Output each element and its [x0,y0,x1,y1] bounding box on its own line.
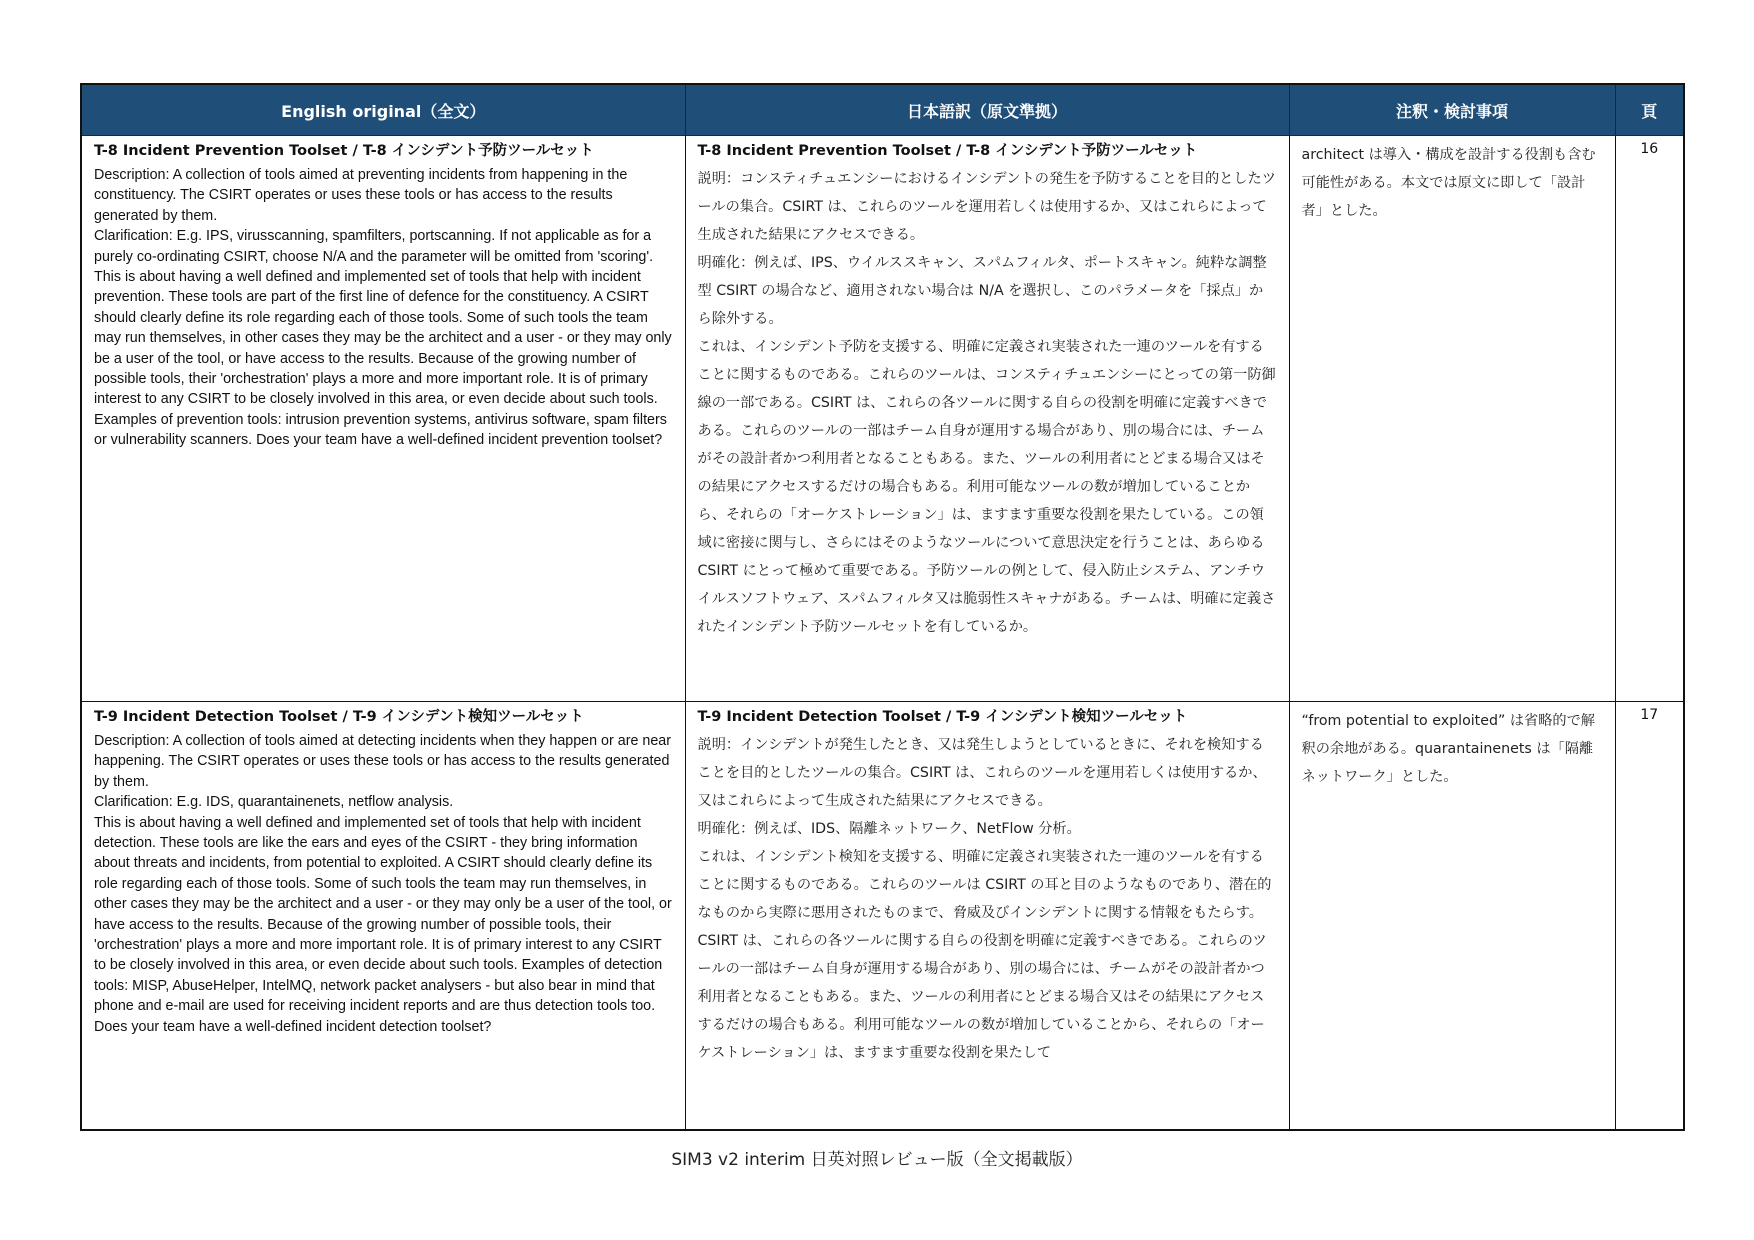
page-number: 16 [1615,136,1684,702]
note-text: architect は導入・構成を設計する役割も含む可能性がある。本文では原文に即して「設計者」とした。 [1301,147,1596,219]
table-header-row [81,84,1684,136]
japanese-description: 説明：コンスティチュエンシーにおけるインシデントの発生を予防することを目的としたツールの集合。CSIRT は、これらのツールを運用若しくは使用するか、又はこれらによって生成された結果にアクセスできる。 [697,171,1276,243]
english-cell [81,136,685,702]
bilingual-review-table [80,83,1685,1131]
english-item-title: T-8 Incident Prevention Toolset / T-8 インシデント予防ツールセット [94,143,594,159]
japanese-item-title: T-8 Incident Prevention Toolset / T-8 インシデント予防ツールセット [697,143,1198,159]
note-cell [1289,136,1615,702]
japanese-cell [685,702,1289,1131]
review-sheet [80,83,1683,1131]
english-clarification: Clarification: E.g. IDS, quarantainenets, netflow analysis. [94,794,454,811]
header-notes: 注釈・検討事項 [1289,84,1615,136]
japanese-clarification: 明確化：例えば、IDS、隔離ネットワーク、NetFlow 分析。 [697,821,1081,837]
japanese-clarification: 明確化：例えば、IPS、ウイルススキャン、スパムフィルタ、ポートスキャン。純粋な調整型 CSIRT の場合など、適用されない場合は N/A を選択し、このパラメータを「採点」から除外する。 [697,255,1267,327]
english-body: This is about having a well defined and implemented set of tools that help with incident prevention. These tools are part of the first line of defence for the constituency. A CSIRT should clearly define its role regarding each of those tools. Some of such tools the team may run themselves, in other cases they may be the architect and a user - or they may only be a user of the tool, or have access to the results. Because of the growing number of possible tools, their 'orchestration' plays a more and more important role. It is of primary interest to any CSIRT to be closely involved in this area, or even decide about such tools. Examples of prevention tools: intrusion prevention systems, antivirus software, spam filters or vulnerability scanners. Does your team have a well-defined incident prevention toolset? [94,269,672,449]
japanese-cell [685,136,1289,702]
header-page: 頁 [1615,84,1684,136]
english-body: This is about having a well defined and implemented set of tools that help with incident detection. These tools are like the ears and eyes of the CSIRT - they bring information about threats and incidents, from potential to exploited. A CSIRT should clearly define its role regarding each of those tools. Some of such tools the team may run themselves, in other cases they may be the architect and a user - or they may only be a user of the tool, or have access to the results. Because of the growing number of possible tools, their 'orchestration' plays a more and more important role. It is of primary interest to any CSIRT to be closely involved in this area, or even decide about such tools. Examples of detection tools: MISP, AbuseHelper, IntelMQ, network packet analysers - but also bear in mind that phone and e-mail are used for receiving incident reports and are thus detection tools too. Does your team have a well-defined incident detection toolset? [94,814,672,1035]
japanese-item-title: T-9 Incident Detection Toolset / T-9 インシデント検知ツールセット [697,709,1188,725]
header-japanese-translation: 日本語訳（原文準拠） [685,84,1289,136]
table-row [81,702,1684,1131]
header-english-original: English original（全文） [81,84,685,136]
english-clarification: Clarification: E.g. IPS, virusscanning, spamfilters, portscanning. If not applicable as for a purely co-ordinating CSIRT, choose N/A and the parameter will be omitted from 'scoring'. [94,228,654,265]
japanese-body: これは、インシデント予防を支援する、明確に定義され実装された一連のツールを有することに関するものである。これらのツールは、コンスティチュエンシーにとっての第一防御線の一部である。CSIRT は、これらの各ツールに関する自らの役割を明確に定義すべきである。これらのツールの一部はチーム自身が運用する場合があり、別の場合には、チームがその設計者かつ利用者となることもある。また、ツールの利用者にとどまる場合又はその結果にアクセスするだけの場合もある。利用可能なツールの数が増加していることから、それらの「オーケストレーション」は、ますます重要な役割を果たしている。この領域に密接に関与し、さらにはそのようなツールについて意思決定を行うことは、あらゆる CSIRT にとって極めて重要である。予防ツールの例として、侵入防止システム、アンチウイルスソフトウェア、スパムフィルタ又は脆弱性スキャナがある。チームは、明確に定義されたインシデント予防ツールセットを有しているか。 [697,339,1276,635]
table-row [81,136,1684,702]
english-description: Description: A collection of tools aimed at detecting incidents when they happen or are near happening. The CSIRT operates or uses these tools or has access to the results generated by them. [94,733,671,790]
page-footer: SIM3 v2 interim 日英対照レビュー版（全文掲載版） [671,1150,1083,1170]
note-cell [1289,702,1615,1131]
japanese-description: 説明：インシデントが発生したとき、又は発生しようとしているときに、それを検知することを目的としたツールの集合。CSIRT は、これらのツールを運用若しくは使用するか、又はこれらによって生成された結果にアクセスできる。 [697,737,1267,809]
english-cell [81,702,685,1131]
english-item-title: T-9 Incident Detection Toolset / T-9 インシデント検知ツールセット [94,709,584,725]
japanese-body: これは、インシデント検知を支援する、明確に定義され実装された一連のツールを有することに関するものである。これらのツールは CSIRT の耳と目のようなものであり、潜在的なものから実際に悪用されたものまで、脅威及びインシデントに関する情報をもたらす。CSIRT は、これらの各ツールに関する自らの役割を明確に定義すべきである。これらのツールの一部はチーム自身が運用する場合があり、別の場合には、チームがその設計者かつ利用者となることもある。また、ツールの利用者にとどまる場合又はその結果にアクセスするだけの場合もある。利用可能なツールの数が増加していることから、それらの「オーケストレーション」は、ますます重要な役割を果たして [697,849,1272,1061]
note-text: “from potential to exploited” は省略的で解釈の余地がある。quarantainenets は「隔離ネットワーク」とした。 [1301,713,1595,785]
english-description: Description: A collection of tools aimed at preventing incidents from happening in the constituency. The CSIRT operates or uses these tools or has access to the results generated by them. [94,167,628,224]
page-number: 17 [1615,702,1684,1131]
